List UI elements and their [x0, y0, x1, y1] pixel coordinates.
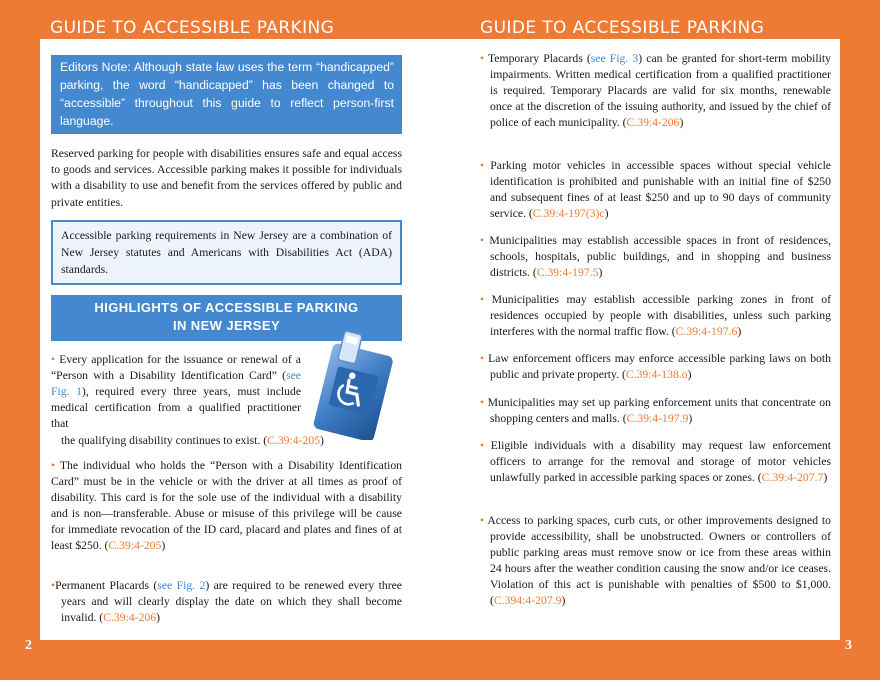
fig-link-3[interactable]: see Fig. 3 — [590, 52, 639, 65]
bullet-unobstructed-access — [480, 513, 831, 610]
fig-link-2[interactable]: see Fig. 2 — [157, 579, 206, 592]
bullet-text: ) — [320, 434, 324, 447]
bullet-temporary-placards — [480, 51, 831, 131]
bullet-card-holder — [51, 458, 402, 555]
bullet-vehicle-removal — [480, 438, 831, 486]
bullet-text: ) — [604, 207, 609, 221]
statute-ref: C.39:4-207.7 — [761, 471, 824, 485]
statute-ref: C.39:4-197(3)c — [532, 207, 605, 221]
bullet-text: Permanent Placards ( — [55, 579, 158, 592]
bullet-mark: • — [480, 396, 485, 409]
bullet-text: Temporary Placards ( — [487, 52, 591, 65]
bullet-enforcement-units — [480, 395, 831, 427]
statute-ref: C.39:4-206 — [103, 611, 157, 625]
statute-ref: C.394:4-207.9 — [493, 594, 562, 608]
bullet-mark: • — [51, 353, 56, 366]
bullet-text: ) — [687, 368, 692, 382]
statute-ref: C.39:4-138.o — [625, 368, 688, 382]
bullet-municipal-spaces — [480, 233, 831, 281]
page-number-left: 2 — [25, 638, 32, 653]
bullet-text: Law enforcement officers may enforce accessible parking laws on both public and private property. ( — [488, 352, 831, 382]
statute-ref: C.39:4-206 — [626, 116, 680, 130]
bullet-permanent-placards — [51, 578, 402, 626]
bullet-text: ) — [161, 539, 166, 553]
bullet-text: Every application for the issuance or renewal of a “Person with a Disability Identification Card” ( — [51, 353, 301, 383]
bullet-text: the qualifying disability continues to exist. ( — [61, 434, 268, 447]
bullet-text: ) — [823, 471, 828, 485]
bullet-mark: • — [51, 579, 56, 592]
statute-ref: C.39:4-197.5 — [536, 266, 599, 280]
bullet-text: ) — [561, 594, 566, 608]
bullet-mark: • — [480, 514, 485, 527]
bullet-mark: • — [480, 352, 485, 365]
bullet-text: Parking motor vehicles in accessible spaces without special vehicle identification is prohibited and punishable with an initial fine of $250 and subsequent fines of at least $250 and up to 90 days of community service. ( — [490, 159, 831, 221]
intro-paragraph: Reserved parking for people with disabilities ensures safe and equal access to goods and services. Accessible parking makes it possible for individuals with a disability to use and benefit from the services offered by public and private entities. — [51, 147, 402, 209]
bullet-text: The individual who holds the “Person with a Disability Identification Card” must be in the vehicle or with the driver at all times as proof of disability. This card is for the sole use of the individual with a disability and is non—transferable. Abuse or misuse of this privilege will be cause for immediate revocation of the ID card, placard and plates and fines of at least $250. ( — [51, 459, 403, 553]
editors-note: Editors Note: Although state law uses the term “handicapped” parking, the word “handicapped” has been changed to “accessible” throughout this guide to reflect person-first language. — [51, 55, 402, 134]
bullet-text: ) — [598, 266, 603, 280]
highlights-line-2: IN NEW JERSEY — [172, 318, 281, 333]
bullet-law-enforcement — [480, 351, 831, 383]
right-header-title: GUIDE TO ACCESSIBLE PARKING — [480, 18, 765, 38]
statute-ref: C.39:4-205 — [108, 539, 162, 553]
bullet-mark: • — [480, 159, 485, 172]
left-header-title: GUIDE TO ACCESSIBLE PARKING — [50, 18, 335, 38]
page-number-right: 3 — [845, 638, 852, 653]
bullet-mark: • — [480, 52, 485, 65]
bullet-text: Eligible individuals with a disability may request law enforcement officers to arrange for the removal and storage of motor vehicles unlawfully parked in accessible parking spaces or zones. ( — [490, 439, 831, 485]
bullet-text: ) can be granted for short-term mobility impairments. Written medical certification from a qualified practitioner is required. Temporary Placards are valid for six months, renewable once at the discretion of the issuing authority, and issued by the chief of police of each municipality. ( — [490, 52, 831, 130]
bullet-text: ) — [688, 412, 693, 426]
bullet-text: ), required every three years, must include medical certification from a qualified practitioner that — [51, 385, 302, 431]
bullet-text: ) — [156, 611, 161, 625]
statute-ref: C.39:4-205 — [267, 434, 321, 447]
bullet-id-card-renewal — [51, 352, 301, 432]
statute-ref: C.39:4-197.6 — [675, 325, 738, 339]
bullet-mark: • — [480, 293, 485, 306]
highlights-line-1: HIGHLIGHTS OF ACCESSIBLE PARKING — [94, 300, 359, 315]
requirements-note: Accessible parking requirements in New Jersey are a combination of New Jersey statutes and Americans with Disabilities Act (ADA) standards. — [51, 220, 402, 285]
bullet-parking-prohibited — [480, 158, 831, 222]
bullet-text: ) are required to be renewed every three years and will clearly display the date on which they shall become invalid. ( — [61, 579, 402, 625]
bullet-text: Municipalities may set up parking enforcement units that concentrate on shopping centers and malls. ( — [487, 396, 831, 426]
bullet-text: ) — [737, 325, 742, 339]
bullet-text: Access to parking spaces, curb cuts, or other improvements designed to provide accessibility, shall be unobstructed. Owners or controllers of public parking areas must remove snow or ice from these areas within 24 hours after the weather condition causing the snow and/or ice ceases. Violation of this act is punishable with penalties of $500 to $1,000. ( — [487, 514, 831, 608]
fig-link-1[interactable]: see Fig. 1 — [51, 369, 301, 399]
bullet-mark: • — [480, 234, 485, 247]
bullet-mark: • — [51, 459, 56, 472]
bullet-id-card-renewal-tail — [61, 433, 402, 449]
bullet-mark: • — [480, 439, 485, 452]
bullet-text: Municipalities may establish accessible parking zones in front of residences occupied by people with disabilities, unless such parking interferes with the normal traffic flow. ( — [490, 293, 831, 339]
bullet-municipal-zones — [480, 292, 831, 340]
bullet-text: ) — [679, 116, 684, 130]
statute-ref: C.39:4-197.9 — [626, 412, 689, 426]
accessible-placard-icon — [302, 330, 402, 440]
bullet-text: Municipalities may establish accessible spaces in front of residences, schools, hospitals, public buildings, and in shopping and business districts. ( — [489, 234, 831, 280]
